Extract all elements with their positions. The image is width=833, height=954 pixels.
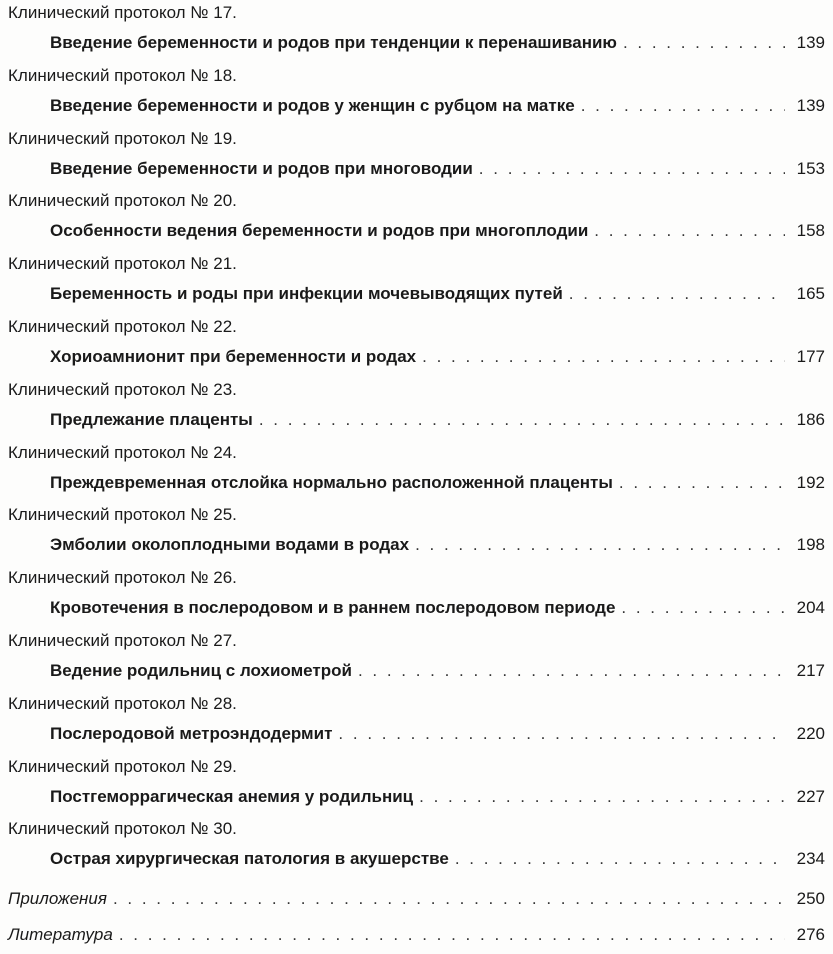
- protocol-number: Клинический протокол № 18.: [8, 65, 237, 85]
- toc-line: [50, 157, 825, 181]
- toc-line: [50, 471, 825, 495]
- toc-line: [50, 533, 825, 557]
- toc-entry-30: [0, 816, 833, 879]
- protocol-number: Клинический протокол № 30.: [8, 819, 237, 839]
- toc-title: Послеродовой метроэндодермит: [50, 723, 333, 743]
- page-number: 192: [796, 472, 825, 492]
- toc-entry-literature: [0, 923, 833, 954]
- protocol-number: Клинический протокол № 22.: [8, 316, 237, 336]
- toc-line: [50, 282, 825, 306]
- dot-leader: [119, 923, 785, 947]
- toc-entry-18: [0, 63, 833, 126]
- dot-leader: [419, 785, 785, 809]
- page-number: 139: [796, 33, 825, 52]
- toc-line: [50, 785, 825, 809]
- toc-title: Острая хирургическая патология в акушерстве: [50, 849, 449, 869]
- toc-entry-appendices: [0, 887, 833, 918]
- page-number: 139: [796, 95, 825, 115]
- dot-leader: [569, 282, 785, 306]
- protocol-number: Клинический протокол № 19.: [8, 128, 237, 148]
- toc-entry-19: [0, 126, 833, 189]
- toc-line: [8, 887, 825, 911]
- toc-title: Предлежание плаценты: [50, 409, 253, 429]
- toc-entry-22: [0, 314, 833, 377]
- toc-line: [50, 722, 825, 746]
- dot-leader: [581, 94, 785, 118]
- page-number: 227: [796, 786, 825, 806]
- toc-line: [50, 31, 825, 55]
- toc-line: [50, 219, 825, 243]
- page-number: 153: [796, 158, 825, 178]
- dot-leader: [113, 887, 785, 911]
- toc-title: Приложения: [8, 889, 107, 909]
- toc-title: Хориоамнионит при беременности и родах: [50, 346, 417, 366]
- toc-title: Введение беременности и родов при многоводии: [50, 158, 473, 178]
- page-number: 220: [796, 723, 825, 743]
- toc-entry-21: [0, 251, 833, 314]
- dot-leader: [455, 847, 785, 871]
- toc-line: [50, 408, 825, 432]
- protocol-number: Клинический протокол № 17.: [8, 3, 237, 22]
- dot-leader: [623, 31, 785, 55]
- toc-entry-27: [0, 628, 833, 691]
- page-number: 165: [796, 284, 825, 304]
- page-number: 234: [796, 849, 825, 869]
- dot-leader: [259, 408, 785, 432]
- toc-line: [50, 659, 825, 683]
- toc-entry-17: [0, 0, 833, 63]
- protocol-number: Клинический протокол № 21.: [8, 254, 237, 274]
- page-number: 186: [796, 409, 825, 429]
- page-number: 158: [796, 221, 825, 241]
- toc-title: Введение беременности и родов у женщин с рубцом на матке: [50, 95, 575, 115]
- page-number: 276: [796, 925, 825, 945]
- toc-line: [50, 94, 825, 118]
- dot-leader: [422, 345, 785, 369]
- toc-title: Преждевременная отслойка нормально расположенной плаценты: [50, 472, 613, 492]
- toc-entry-29: [0, 754, 833, 817]
- toc-title: Введение беременности и родов при тенденции к перенашиванию: [50, 33, 617, 52]
- dot-leader: [338, 722, 785, 746]
- toc-entry-24: [0, 440, 833, 503]
- page-number: 250: [796, 889, 825, 909]
- toc-entry-23: [0, 377, 833, 440]
- toc-title: Особенности ведения беременности и родов при многоплодии: [50, 221, 589, 241]
- toc-line: [8, 923, 825, 947]
- protocol-number: Клинический протокол № 29.: [8, 756, 237, 776]
- toc-entry-20: [0, 188, 833, 251]
- page-number: 198: [796, 535, 825, 555]
- toc-title: Эмболии околоплодными водами в родах: [50, 535, 410, 555]
- dot-leader: [415, 533, 785, 557]
- dot-leader: [619, 471, 785, 495]
- toc-line: [50, 345, 825, 369]
- toc-entry-26: [0, 565, 833, 628]
- protocol-number: Клинический протокол № 25.: [8, 505, 237, 525]
- protocol-number: Клинический протокол № 24.: [8, 442, 237, 462]
- toc-title: Ведение родильниц с лохиометрой: [50, 660, 352, 680]
- dot-leader: [479, 157, 785, 181]
- page-number: 217: [796, 660, 825, 680]
- protocol-number: Клинический протокол № 20.: [8, 191, 237, 211]
- toc-entry-25: [0, 502, 833, 565]
- dot-leader: [594, 219, 785, 243]
- protocol-number: Клинический протокол № 27.: [8, 630, 237, 650]
- toc-entry-28: [0, 691, 833, 754]
- protocol-number: Клинический протокол № 28.: [8, 693, 237, 713]
- protocol-number: Клинический протокол № 23.: [8, 379, 237, 399]
- page-number: 177: [796, 346, 825, 366]
- page-number: 204: [796, 598, 825, 618]
- protocol-number: Клинический протокол № 26.: [8, 568, 237, 588]
- toc-title: Литература: [8, 925, 113, 945]
- toc-line: [50, 596, 825, 620]
- dot-leader: [621, 596, 785, 620]
- toc-line: [50, 847, 825, 871]
- dot-leader: [358, 659, 785, 683]
- toc-title: Кровотечения в послеродовом и в раннем послеродовом периоде: [50, 598, 616, 618]
- toc-title: Постгеморрагическая анемия у родильниц: [50, 786, 414, 806]
- toc-title: Беременность и роды при инфекции мочевыводящих путей: [50, 284, 563, 304]
